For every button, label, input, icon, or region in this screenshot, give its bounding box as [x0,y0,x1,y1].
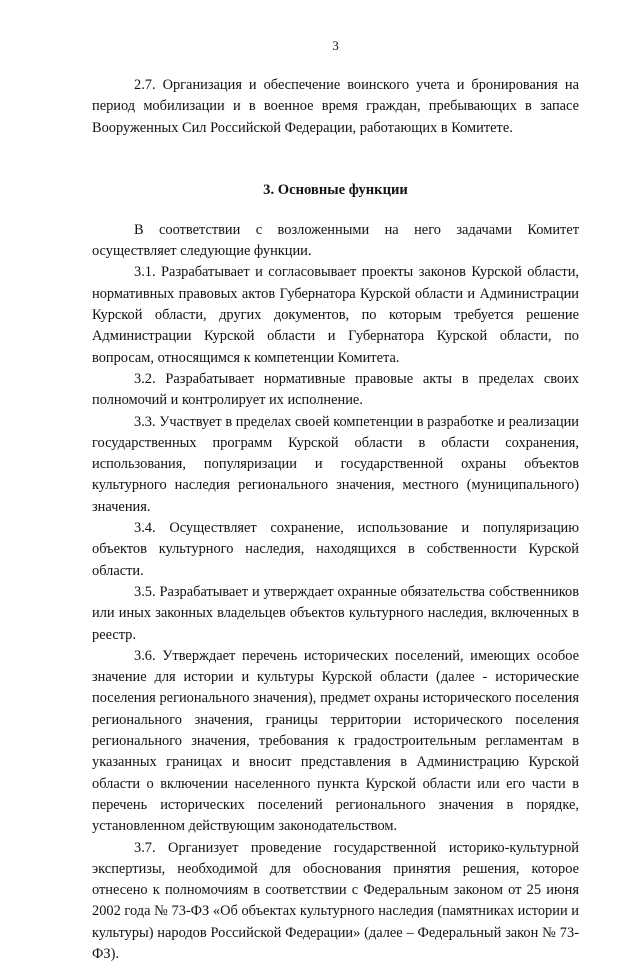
section-intro: В соответствии с возложенными на него задачами Комитет осуществляет следующие функции. [92,220,579,263]
page-number: 3 [92,38,579,54]
section-title: 3. Основные функции [92,182,579,199]
paragraph-3-2: 3.2. Разрабатывает нормативные правовые акты в пределах своих полномочий и контролирует их исполнение. [92,369,579,412]
paragraph-2-7: 2.7. Организация и обеспечение воинского учета и бронирования на период мобилизации и в военное время граждан, пребывающих в запасе Вооруженных Сил Российской Федерации, работающих в Комитете. [92,75,579,139]
paragraph-3-1: 3.1. Разрабатывает и согласовывает проекты законов Курской области, нормативных правовых актов Губернатора Курской области и Администрации Курской области, других документов, по которым требуется решение Администрации Курской области и Губернатора Курской области, по вопросам, относящимся к компетенции Комитета. [92,262,579,368]
paragraph-3-4: 3.4. Осуществляет сохранение, использование и популяризацию объектов культурного наследия, находящихся в собственности Курской области. [92,518,579,582]
paragraph-3-3: 3.3. Участвует в пределах своей компетенции в разработке и реализации государственных программ Курской области в области сохранения, использования, популяризации и государственной охраны объектов культурного наследия регионального значения, местного (муниципального) значения. [92,412,579,518]
paragraph-3-5: 3.5. Разрабатывает и утверждает охранные обязательства собственников или иных законных владельцев объектов культурного наследия, включенных в реестр. [92,582,579,646]
paragraph-3-7: 3.7. Организует проведение государственной историко-культурной экспертизы, необходимой для обоснования принятия решения, которое отнесено к полномочиям в соответствии с Федеральным законом от 25 июня 2002 года № 73-ФЗ «Об объектах культурного наследия (памятниках истории и культуры) народов Российской Федерации» (далее – Федеральный закон № 73-ФЗ). [92,838,579,965]
paragraph-3-6: 3.6. Утверждает перечень исторических поселений, имеющих особое значение для истории и культуры Курской области (далее - исторические поселения регионального значения), предмет охраны исторического поселения регионального значения, границы территории исторического поселения регионального значения, требования к градостроительным регламентам в указанных границах и вносит представления в Администрацию Курской области о включении населенного пункта Курской области или его части в перечень исторических поселений регионального значения в порядке, установленном действующим законодательством. [92,646,579,838]
